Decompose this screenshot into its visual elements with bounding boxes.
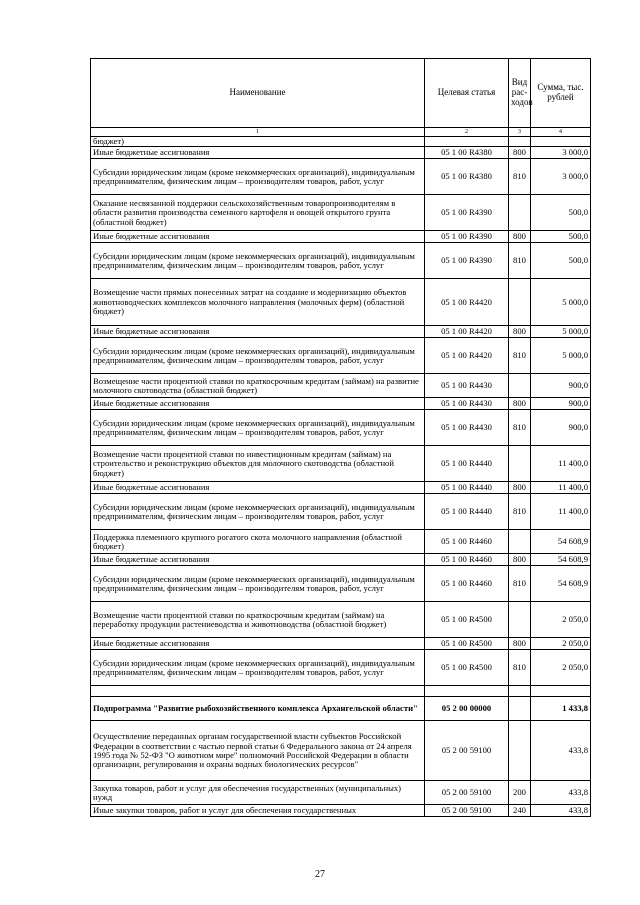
row-amount-cell: 11 400,0 [531, 494, 591, 530]
row-expense-type-cell: 800 [509, 326, 531, 338]
table-body [91, 137, 591, 817]
row-name-cell: Подпрограмма "Развитие рыбохозяйственного комплекса Архангельской области" [91, 697, 425, 721]
row-target-article-cell: 05 1 00 R4460 [425, 566, 509, 602]
row-name-cell: Закупка товаров, работ и услуг для обеспечения государственных (муниципальных) нужд [91, 781, 425, 805]
row-expense-type-cell: 800 [509, 147, 531, 159]
row-name-cell: Субсидии юридическим лицам (кроме некоммерческих организаций), индивидуальным предпринимателям, физическим лицам – производителям товаров, работ, услуг [91, 410, 425, 446]
row-target-article-cell: 05 2 00 59100 [425, 781, 509, 805]
row-expense-type-cell [509, 721, 531, 781]
row-name-cell: Возмещение части процентной ставки по краткосрочным кредитам (займам) на развитие молочного скотоводства (областной бюджет) [91, 374, 425, 398]
row-amount-cell: 54 608,9 [531, 566, 591, 602]
row-amount-cell: 500,0 [531, 195, 591, 231]
table-row [91, 159, 591, 195]
row-name-cell: Иные бюджетные ассигнования [91, 482, 425, 494]
row-expense-type-cell [509, 279, 531, 326]
row-target-article-cell: 05 1 00 R4500 [425, 638, 509, 650]
row-target-article-cell: 05 1 00 R4380 [425, 159, 509, 195]
table-row [91, 338, 591, 374]
table-row [91, 638, 591, 650]
table-row [91, 494, 591, 530]
header-target-article: Целевая статья [425, 59, 509, 128]
table-row [91, 147, 591, 159]
row-amount-cell: 900,0 [531, 374, 591, 398]
row-name-cell: Субсидии юридическим лицам (кроме некоммерческих организаций), индивидуальным предпринимателям, физическим лицам – производителям товаров, работ, услуг [91, 566, 425, 602]
row-name-cell: Субсидии юридическим лицам (кроме некоммерческих организаций), индивидуальным предпринимателям, физическим лицам – производителям товаров, работ, услуг [91, 650, 425, 686]
row-amount-cell: 3 000,0 [531, 147, 591, 159]
row-name-cell: Иные бюджетные ассигнования [91, 554, 425, 566]
row-expense-type-cell: 810 [509, 338, 531, 374]
row-expense-type-cell: 810 [509, 494, 531, 530]
row-target-article-cell: 05 2 00 59100 [425, 805, 509, 817]
row-target-article-cell: 05 1 00 R4500 [425, 650, 509, 686]
row-amount-cell: 54 608,9 [531, 530, 591, 554]
row-expense-type-cell [509, 602, 531, 638]
table-row [91, 530, 591, 554]
table-row [91, 326, 591, 338]
row-name-cell: Возмещение части процентной ставки по инвестиционным кредитам (займам) на строительство и реконструкцию объектов для молочного скотоводства (областной бюджет) [91, 446, 425, 482]
row-amount-cell: 5 000,0 [531, 326, 591, 338]
budget-table [90, 58, 591, 817]
row-name-cell: Иные бюджетные ассигнования [91, 638, 425, 650]
table-row [91, 446, 591, 482]
row-name-cell: Иные бюджетные ассигнования [91, 231, 425, 243]
table-row [91, 279, 591, 326]
column-number: 1 [91, 128, 425, 137]
row-name-cell: Осуществление переданных органам государственной власти субъектов Российской Федерации в соответствии с частью первой статьи 6 Федерального закона от 24 апреля 1995 года № 52-ФЗ "О животном мире" полномочий Российской Федерации в области организации, регулирования и охраны водных биологических ресурсов" [91, 721, 425, 781]
table-row [91, 398, 591, 410]
row-target-article-cell: 05 1 00 R4440 [425, 494, 509, 530]
row-expense-type-cell: 810 [509, 566, 531, 602]
row-amount-cell: 500,0 [531, 231, 591, 243]
row-name-cell: Субсидии юридическим лицам (кроме некоммерческих организаций), индивидуальным предпринимателям, физическим лицам – производителям товаров, работ, услуг [91, 494, 425, 530]
row-expense-type-cell: 800 [509, 398, 531, 410]
row-expense-type-cell: 810 [509, 410, 531, 446]
row-target-article-cell: 05 1 00 R4460 [425, 530, 509, 554]
row-name-cell: Иные бюджетные ассигнования [91, 326, 425, 338]
header-name: Наименование [91, 59, 425, 128]
row-target-article-cell: 05 1 00 R4390 [425, 243, 509, 279]
row-target-article-cell [425, 137, 509, 147]
table-row [91, 231, 591, 243]
row-expense-type-cell: 200 [509, 781, 531, 805]
row-amount-cell: 5 000,0 [531, 279, 591, 326]
table-row [91, 721, 591, 781]
header-amount: Сумма, тыс. рублей [531, 59, 591, 128]
spacer-row [91, 686, 591, 697]
row-expense-type-cell: 810 [509, 159, 531, 195]
row-target-article-cell: 05 2 00 59100 [425, 721, 509, 781]
row-target-article-cell: 05 1 00 R4390 [425, 231, 509, 243]
header-expense-type: Вид рас-ходов [509, 59, 531, 128]
row-expense-type-cell [509, 697, 531, 721]
row-expense-type-cell: 800 [509, 231, 531, 243]
row-target-article-cell: 05 1 00 R4420 [425, 279, 509, 326]
row-amount-cell: 500,0 [531, 243, 591, 279]
table-row [91, 410, 591, 446]
row-name-cell: Возмещение части процентной ставки по краткосрочным кредитам (займам) на переработку продукции растениеводства и животноводства (областной бюджет) [91, 602, 425, 638]
table-row [91, 697, 591, 721]
column-number: 2 [425, 128, 509, 137]
row-amount-cell [531, 137, 591, 147]
row-amount-cell: 433,8 [531, 805, 591, 817]
column-number-row [91, 128, 591, 137]
header-row [91, 59, 591, 128]
row-target-article-cell: 05 1 00 R4390 [425, 195, 509, 231]
row-expense-type-cell [509, 195, 531, 231]
table-row [91, 243, 591, 279]
row-target-article-cell: 05 1 00 R4430 [425, 374, 509, 398]
row-target-article-cell: 05 1 00 R4430 [425, 398, 509, 410]
row-expense-type-cell: 800 [509, 482, 531, 494]
row-name-cell: Субсидии юридическим лицам (кроме некоммерческих организаций), индивидуальным предпринимателям, физическим лицам – производителям товаров, работ, услуг [91, 338, 425, 374]
row-amount-cell: 2 050,0 [531, 638, 591, 650]
row-amount-cell: 3 000,0 [531, 159, 591, 195]
row-amount-cell: 2 050,0 [531, 650, 591, 686]
row-amount-cell: 5 000,0 [531, 338, 591, 374]
row-name-cell: Оказание несвязанной поддержки сельскохозяйственным товаропроизводителям в области развития производства семенного картофеля и овощей открытого грунта (областной бюджет) [91, 195, 425, 231]
row-expense-type-cell [509, 530, 531, 554]
row-expense-type-cell: 240 [509, 805, 531, 817]
row-amount-cell: 54 608,9 [531, 554, 591, 566]
table-row [91, 137, 591, 147]
table-row [91, 554, 591, 566]
row-target-article-cell: 05 1 00 R4500 [425, 602, 509, 638]
row-target-article-cell: 05 1 00 R4440 [425, 482, 509, 494]
row-expense-type-cell [509, 686, 531, 697]
row-amount-cell: 900,0 [531, 410, 591, 446]
row-expense-type-cell [509, 446, 531, 482]
row-amount-cell: 900,0 [531, 398, 591, 410]
row-target-article-cell: 05 1 00 R4460 [425, 554, 509, 566]
row-target-article-cell [425, 686, 509, 697]
table-row [91, 566, 591, 602]
page-number: 27 [315, 869, 325, 880]
row-name-cell: Иные бюджетные ассигнования [91, 398, 425, 410]
row-amount-cell: 2 050,0 [531, 602, 591, 638]
table-row [91, 374, 591, 398]
row-name-cell [91, 686, 425, 697]
row-expense-type-cell [509, 137, 531, 147]
row-target-article-cell: 05 1 00 R4380 [425, 147, 509, 159]
table-row [91, 781, 591, 805]
row-expense-type-cell: 810 [509, 650, 531, 686]
row-target-article-cell: 05 1 00 R4420 [425, 338, 509, 374]
row-expense-type-cell: 800 [509, 638, 531, 650]
column-number: 4 [531, 128, 591, 137]
row-target-article-cell: 05 1 00 R4420 [425, 326, 509, 338]
table-row [91, 650, 591, 686]
row-amount-cell: 433,8 [531, 781, 591, 805]
table-row [91, 195, 591, 231]
table-row [91, 805, 591, 817]
row-amount-cell: 1 433,8 [531, 697, 591, 721]
column-number: 3 [509, 128, 531, 137]
row-amount-cell: 11 400,0 [531, 446, 591, 482]
row-target-article-cell: 05 1 00 R4440 [425, 446, 509, 482]
row-target-article-cell: 05 2 00 00000 [425, 697, 509, 721]
row-name-cell: Иные бюджетные ассигнования [91, 147, 425, 159]
row-name-cell: бюджет) [91, 137, 425, 147]
row-target-article-cell: 05 1 00 R4430 [425, 410, 509, 446]
row-name-cell: Возмещение части прямых понесенных затрат на создание и модернизацию объектов животноводческих комплексов молочного направления (молочных ферм) (областной бюджет) [91, 279, 425, 326]
row-expense-type-cell: 800 [509, 554, 531, 566]
row-amount-cell [531, 686, 591, 697]
row-amount-cell: 11 400,0 [531, 482, 591, 494]
row-expense-type-cell: 810 [509, 243, 531, 279]
table-row [91, 602, 591, 638]
row-name-cell: Поддержка племенного крупного рогатого скота молочного направления (областной бюджет) [91, 530, 425, 554]
table-row [91, 482, 591, 494]
row-name-cell: Субсидии юридическим лицам (кроме некоммерческих организаций), индивидуальным предпринимателям, физическим лицам – производителям товаров, работ, услуг [91, 159, 425, 195]
row-amount-cell: 433,8 [531, 721, 591, 781]
row-name-cell: Субсидии юридическим лицам (кроме некоммерческих организаций), индивидуальным предпринимателям, физическим лицам – производителям товаров, работ, услуг [91, 243, 425, 279]
row-name-cell: Иные закупки товаров, работ и услуг для обеспечения государственных [91, 805, 425, 817]
row-expense-type-cell [509, 374, 531, 398]
